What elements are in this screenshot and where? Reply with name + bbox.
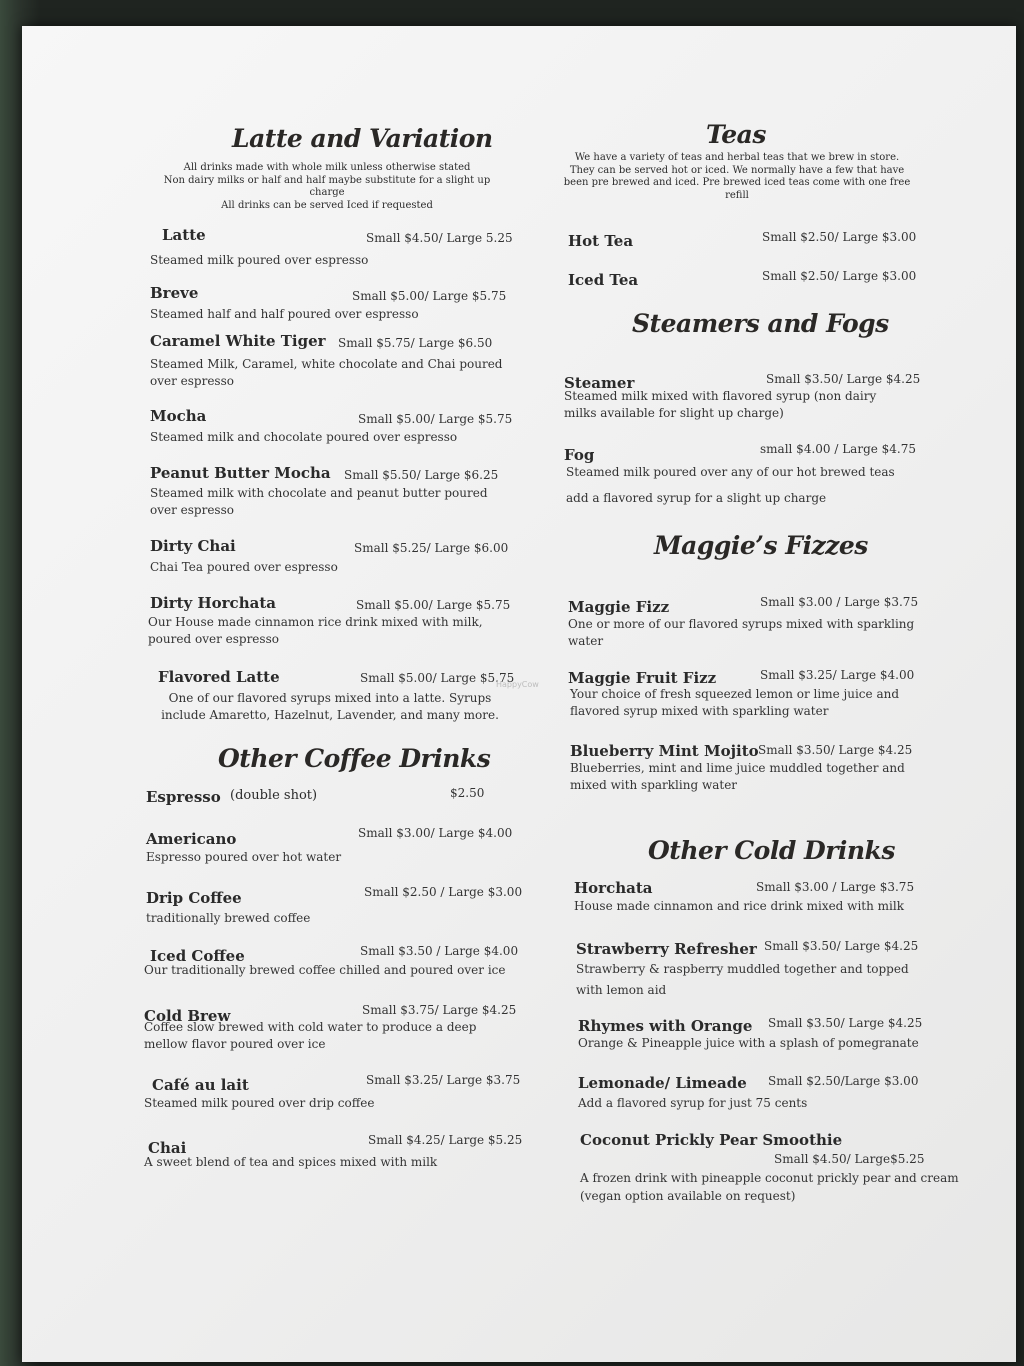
- item-name: Iced Coffee: [150, 947, 245, 965]
- item-name: Rhymes with Orange: [578, 1017, 753, 1035]
- item-price: Small $5.25/ Large $6.00: [354, 541, 509, 555]
- watermark: HappyCow: [496, 680, 539, 689]
- item-price: Small $3.50/ Large $4.25: [768, 1016, 923, 1030]
- latte-intro: All drinks made with whole milk unless otherwise stated Non dairy milks or half and half maybe substitute for a slight up charge All drinks can be served Iced if requested: [163, 162, 491, 211]
- item-price: Small $3.00 / Large $3.75: [760, 595, 919, 609]
- item-name: Chai: [148, 1139, 187, 1157]
- item-name: Cold Brew: [144, 1007, 231, 1025]
- heading-steamers-and-fogs: Steamers and Fogs: [632, 309, 889, 338]
- teas-intro: We have a variety of teas and herbal teas that we brew in store. They can be served hot or iced. We normally have a few that have been pre brewed and iced. Pre brewed iced teas come with one free refill: [563, 152, 911, 201]
- item-name: Latte: [162, 226, 206, 244]
- item-name: Americano: [146, 830, 237, 848]
- item-desc: Orange & Pineapple juice with a splash of pomegranate: [578, 1036, 919, 1050]
- item-desc: Espresso poured over hot water: [146, 850, 342, 864]
- item-name: Hot Tea: [568, 232, 634, 250]
- item-price: Small $5.00/ Large $5.75: [352, 289, 507, 303]
- heading-maggies-fizzes: Maggie’s Fizzes: [654, 531, 868, 560]
- item-price: Small $3.25/ Large $3.75: [366, 1073, 521, 1087]
- item-desc: Steamed half and half poured over espresso: [150, 307, 419, 321]
- item-name: Dirty Horchata: [150, 594, 276, 612]
- item-price: Small $4.25/ Large $5.25: [368, 1133, 523, 1147]
- item-desc: A frozen drink with pineapple coconut prickly pear and cream (vegan option available on request): [580, 1171, 959, 1203]
- item-desc: House made cinnamon and rice drink mixed with milk: [574, 899, 904, 913]
- heading-teas: Teas: [706, 120, 766, 149]
- item-price: Small $3.50/ Large $4.25: [766, 372, 921, 386]
- item-price: Small $2.50/Large $3.00: [768, 1074, 919, 1088]
- item-name: Mocha: [150, 407, 207, 425]
- item-price: Small $2.50/ Large $3.00: [762, 269, 917, 283]
- item-desc: Steamed Milk, Caramel, white chocolate and Chai poured over espresso: [150, 357, 503, 388]
- heading-other-cold-drinks: Other Cold Drinks: [648, 836, 895, 865]
- item-desc: Your choice of fresh squeezed lemon or lime juice and flavored syrup mixed with sparkling water: [570, 687, 900, 718]
- item-name: Peanut Butter Mocha: [150, 464, 331, 482]
- item-price: Small $2.50/ Large $3.00: [762, 230, 917, 244]
- item-desc: traditionally brewed coffee: [146, 911, 311, 925]
- heading-other-coffee-drinks: Other Coffee Drinks: [218, 744, 491, 773]
- item-price: Small $3.25/ Large $4.00: [760, 668, 915, 682]
- item-price: small $4.00 / Large $4.75: [760, 442, 917, 456]
- heading-latte-and-variation: Latte and Variation: [232, 124, 493, 153]
- item-desc: Our House made cinnamon rice drink mixed with milk, poured over espresso: [148, 615, 483, 646]
- item-name: Iced Tea: [568, 271, 639, 289]
- item-price: Small $2.50 / Large $3.00: [364, 885, 523, 899]
- item-name: Horchata: [574, 879, 653, 897]
- item-desc: Strawberry & raspberry muddled together and topped with lemon aid: [576, 962, 909, 997]
- item-name: Maggie Fruit Fizz: [568, 669, 717, 687]
- item-desc: Steamed milk with chocolate and peanut butter poured over espresso: [150, 486, 488, 517]
- item-price: $2.50: [450, 786, 485, 800]
- item-desc: One or more of our flavored syrups mixed with sparkling water: [568, 617, 915, 648]
- item-name: Flavored Latte: [158, 668, 280, 686]
- item-name: Drip Coffee: [146, 889, 242, 907]
- item-desc: Steamed milk and chocolate poured over espresso: [150, 430, 458, 444]
- item-desc: Steamed milk poured over espresso: [150, 253, 369, 267]
- item-name: Coconut Prickly Pear Smoothie: [580, 1131, 843, 1149]
- item-desc: A sweet blend of tea and spices mixed with milk: [144, 1155, 438, 1169]
- item-name: Strawberry Refresher: [576, 940, 757, 958]
- item-price: Small $4.50/ Large$5.25: [774, 1152, 925, 1166]
- item-name: Blueberry Mint Mojito: [570, 742, 759, 760]
- item-price: Small $3.50/ Large $4.25: [764, 939, 919, 953]
- item-price: Small $3.75/ Large $4.25: [362, 1003, 517, 1017]
- item-price: Small $3.50/ Large $4.25: [758, 743, 913, 757]
- item-desc: Add a flavored syrup for just 75 cents: [578, 1096, 808, 1110]
- item-desc: Coffee slow brewed with cold water to produce a deep mellow flavor poured over ice: [144, 1020, 477, 1051]
- item-name: Espresso: [146, 788, 221, 806]
- item-name: Fog: [564, 446, 595, 464]
- item-note: (double shot): [230, 788, 318, 803]
- item-name: Steamer: [564, 374, 635, 392]
- item-price: Small $5.00/ Large $5.75: [356, 598, 511, 612]
- item-desc: One of our flavored syrups mixed into a latte. Syrups include Amaretto, Hazelnut, Lavender, and many more.: [161, 691, 499, 722]
- item-price: Small $4.50/ Large 5.25: [366, 231, 513, 245]
- item-price: Small $5.00/ Large $5.75: [360, 671, 515, 685]
- item-name: Maggie Fizz: [568, 598, 670, 616]
- item-price: Small $5.00/ Large $5.75: [358, 412, 513, 426]
- item-name: Dirty Chai: [150, 537, 236, 555]
- item-price: Small $3.50 / Large $4.00: [360, 944, 519, 958]
- item-desc: Chai Tea poured over espresso: [150, 560, 338, 574]
- item-price: Small $3.00/ Large $4.00: [358, 826, 513, 840]
- item-desc: Steamed milk mixed with flavored syrup (non dairy milks available for slight up charge): [564, 389, 877, 420]
- item-name: Breve: [150, 284, 199, 302]
- item-desc: Steamed milk poured over any of our hot brewed teas add a flavored syrup for a slight up charge: [566, 465, 895, 505]
- item-name: Lemonade/ Limeade: [578, 1074, 747, 1092]
- item-price: Small $5.75/ Large $6.50: [338, 336, 493, 350]
- item-desc: Steamed milk poured over drip coffee: [144, 1096, 375, 1110]
- item-name: Caramel White Tiger: [150, 332, 326, 350]
- item-desc: Our traditionally brewed coffee chilled and poured over ice: [144, 963, 506, 977]
- item-desc: Blueberries, mint and lime juice muddled together and mixed with sparkling water: [570, 761, 905, 792]
- item-price: Small $3.00 / Large $3.75: [756, 880, 915, 894]
- item-price: Small $5.50/ Large $6.25: [344, 468, 499, 482]
- menu-page: [22, 26, 1016, 1362]
- item-name: Café au lait: [152, 1076, 249, 1094]
